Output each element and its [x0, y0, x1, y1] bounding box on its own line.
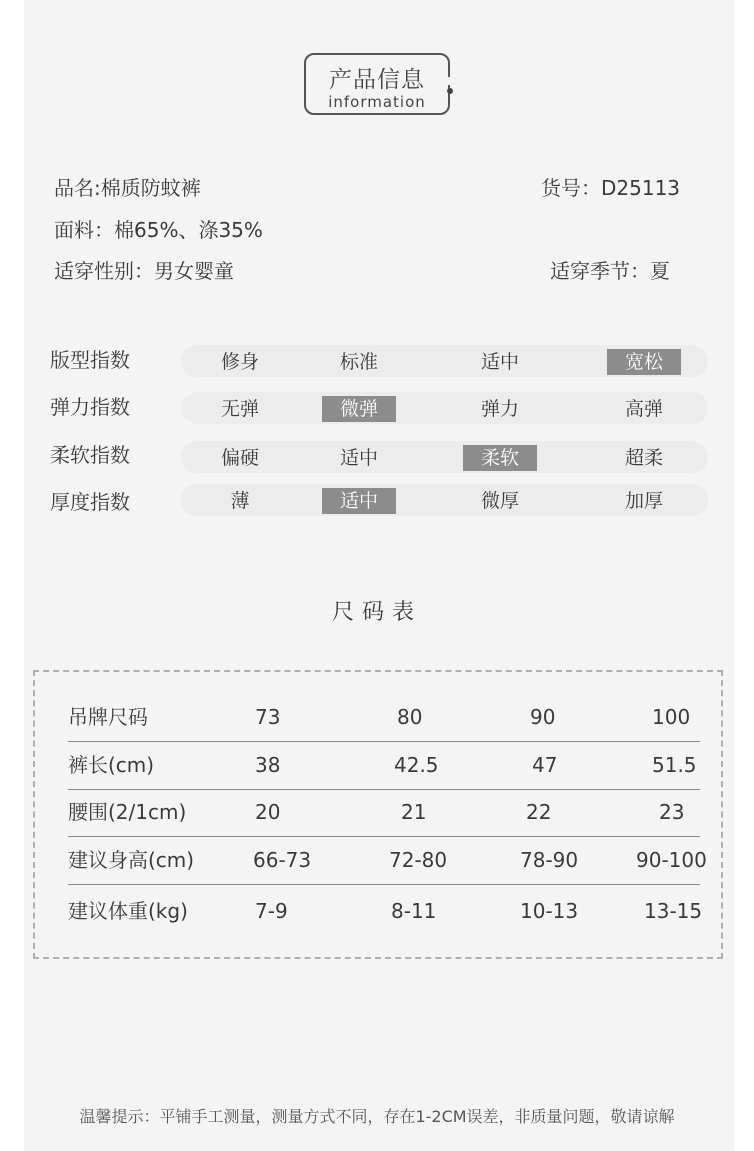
size-chart-box [33, 670, 723, 959]
size-row-label: 吊牌尺码 [68, 705, 148, 729]
size-cell: 38 [255, 753, 281, 777]
product-item-no: 货号：D25113 [541, 176, 681, 200]
section-badge [304, 53, 450, 115]
index-label: 弹力指数 [50, 395, 130, 419]
size-cell: 72-80 [389, 848, 448, 872]
index-option-selected: 宽松 [607, 349, 681, 375]
size-cell: 78-90 [520, 848, 579, 872]
index-option: 无弹 [220, 398, 259, 420]
size-cell: 80 [397, 705, 423, 729]
size-cell: 66-73 [253, 848, 312, 872]
size-cell: 90-100 [636, 848, 707, 872]
size-cell: 7-9 [255, 899, 288, 923]
size-row [68, 835, 707, 885]
index-option-selected: 柔软 [463, 445, 537, 471]
size-cell: 8-11 [391, 899, 437, 923]
index-option: 高弹 [624, 398, 663, 420]
index-option: 弹力 [480, 398, 519, 420]
index-label: 柔软指数 [50, 443, 130, 467]
size-cell: 10-13 [520, 899, 579, 923]
size-cell: 73 [255, 705, 281, 729]
size-cell: 42.5 [394, 753, 439, 777]
size-row-label: 建议体重(kg) [68, 899, 188, 923]
size-row [68, 886, 703, 936]
size-cell: 13-15 [644, 899, 703, 923]
row-divider [68, 884, 700, 885]
size-cell: 90 [530, 705, 556, 729]
size-row-label: 裤长(cm) [68, 753, 155, 777]
size-chart-title: 尺码表 [331, 600, 422, 625]
index-option: 偏硬 [220, 447, 259, 469]
index-option: 薄 [230, 490, 250, 512]
index-option: 超柔 [624, 447, 663, 469]
badge-title-en: information [328, 93, 426, 111]
size-row [68, 740, 700, 790]
badge-title-cn: 产品信息 [329, 67, 425, 93]
size-row-label: 腰围(2/1cm) [68, 800, 187, 824]
index-label: 版型指数 [50, 348, 130, 372]
index-option-selected: 微弹 [322, 396, 396, 422]
product-gender: 适穿性别：男女婴童 [54, 259, 234, 283]
index-bar [181, 441, 708, 473]
index-option: 适中 [480, 351, 519, 373]
size-row [68, 692, 700, 742]
badge-dot [447, 88, 453, 94]
size-row-label: 建议身高(cm) [68, 848, 195, 872]
index-option: 适中 [339, 447, 378, 469]
index-option: 修身 [220, 351, 259, 373]
size-cell: 47 [532, 753, 558, 777]
index-option: 微厚 [480, 490, 519, 512]
size-row [68, 787, 700, 837]
index-option: 加厚 [624, 490, 663, 512]
index-option: 标准 [339, 351, 378, 373]
footer-note: 温馨提示：平铺手工测量，测量方式不同，存在1-2CM误差，非质量问题，敬请谅解 [79, 1107, 675, 1126]
size-cell: 22 [526, 800, 552, 824]
size-cell: 23 [659, 800, 685, 824]
size-cell: 20 [255, 800, 281, 824]
index-bar [181, 345, 708, 377]
index-bar [181, 392, 708, 424]
product-material: 面料：棉65%、涤35% [54, 218, 263, 242]
product-season: 适穿季节：夏 [550, 259, 670, 283]
size-cell: 21 [401, 800, 427, 824]
size-cell: 100 [652, 705, 691, 729]
index-option-selected: 适中 [322, 488, 396, 514]
index-bar [181, 484, 708, 516]
product-name: 品名:棉质防蚊裤 [54, 176, 201, 200]
size-cell: 51.5 [652, 753, 697, 777]
index-label: 厚度指数 [50, 490, 130, 514]
